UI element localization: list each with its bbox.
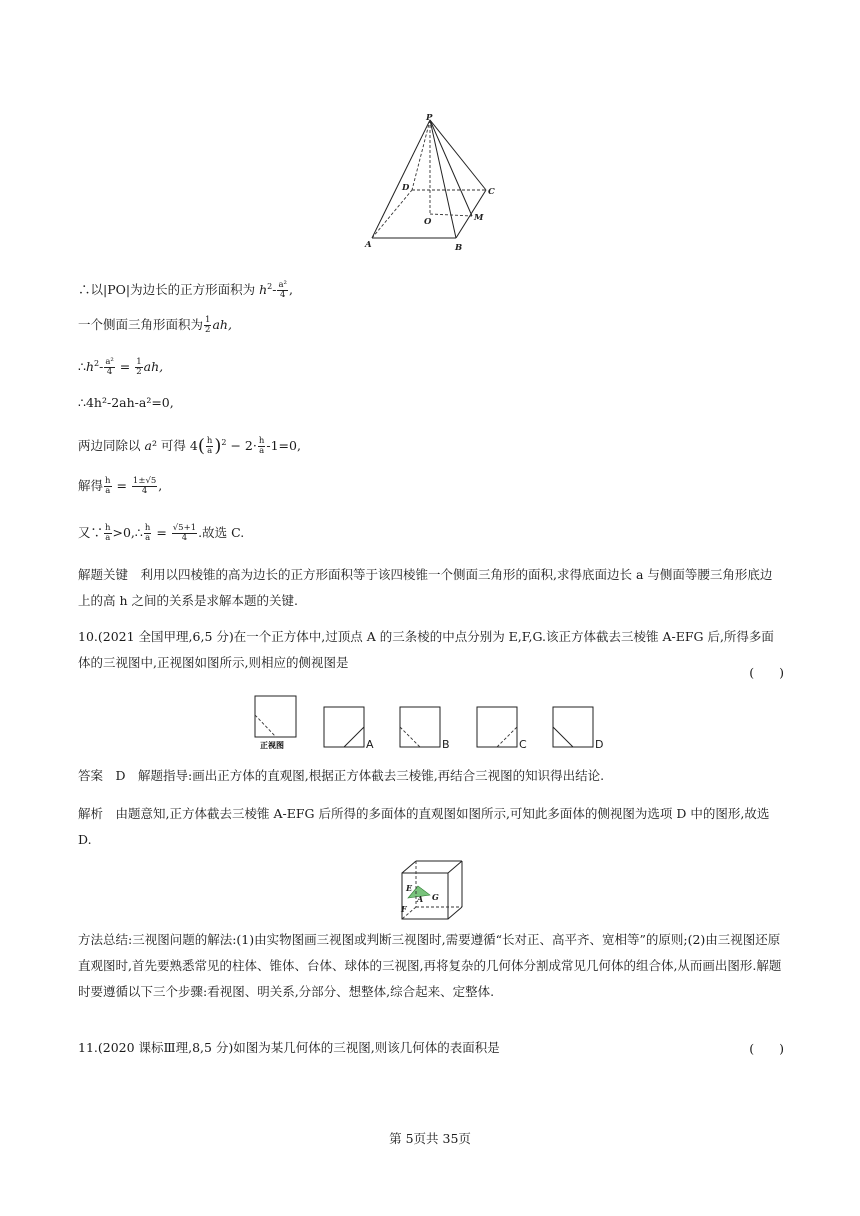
question-10-answer-paren: ( ) [749,665,784,680]
option-b-figure[interactable] [398,706,442,750]
edge-pa [372,120,430,238]
label-o: O [424,217,432,227]
solution-line-5: 两边同除以 a² 可得 4( $\frac{h}{a}$ )$^2$ − 2· $\frac{h}{a}$ -1=0, [78,435,301,457]
method-summary: 方法总结:三视图问题的解法:(1)由实物图画三视图或判断三视图时,需要遵循“长对正、高平齐、宽相等”的原则;(2)由三视图还原直观图时,首先要熟悉常见的柱体、锥体、台体、球体的三视图,再将复杂的几何体分割成常见几何体的组合体,从而画出图形.解题时要遵循以下三个步骤:看视图、明关系,分部分、想整体,综合起来、定整体. [78,932,782,999]
label-c: C [488,187,495,197]
page-footer: 第 5页共 35页 [389,1131,471,1146]
solution-line-6: 解得 $\frac{h}{a}$ = $\frac{1\pm√5}{4}$ , [78,476,163,496]
option-c-figure[interactable] [475,706,519,750]
cube-label-g: G [432,892,439,902]
front-view-label: 正视图 [260,740,284,750]
solution-line-4: ∴4h²-2ah-a²=0, [78,395,174,410]
option-b-label: B [442,738,450,751]
cube-label-f: F [401,904,407,914]
pyramid-figure [360,112,500,257]
edge-pd [412,120,430,190]
edge-pm [430,120,472,216]
label-p: P [426,113,433,123]
option-a-label: A [366,738,374,751]
question-10-analysis: 解析 由题意知,正方体截去三棱锥 A-EFG 后所得的多面体的直观图如图所示,可知此多面体的侧视图为选项 D 中的图形,故选 D. [78,806,770,847]
edge-pc [430,120,486,190]
option-d-figure[interactable] [551,706,595,750]
cube-label-a: A [417,894,424,904]
edge-pb [430,120,456,238]
option-d-label: D [595,738,604,751]
front-view-figure [252,695,300,751]
question-10-answer: 答案 D 解题指导:画出正方体的直观图,根据正方体截去三棱锥,再结合三视图的知识得出结论. [78,768,605,783]
cube-figure [394,858,466,924]
solution-line-1: ∴以|PO|为边长的正方形面积为 $h^2-$ $\frac{\text{a²}}{4}$ , [78,280,293,301]
label-b: B [455,243,463,253]
label-a: A [365,240,372,250]
solution-line-3: $\therefore h^2-$ $\frac{\text{a²}}{4}$ = $\frac{1}{2}$ ah, [78,357,164,378]
question-11-answer-paren: ( ) [749,1041,784,1056]
option-c-label: C [519,738,527,751]
question-11-text: 11.(2020 课标Ⅲ理,8,5 分)如图为某几何体的三视图,则该几何体的表面积是 [78,1040,500,1055]
cube-label-e: E [406,883,413,893]
option-a-figure[interactable] [322,706,366,750]
solution-line-2: 一个侧面三角形面积为 $\frac{1}{2}$ ah, [78,315,232,335]
key-point-paragraph: 解题关键 利用以四棱锥的高为边长的正方形面积等于该四棱锥一个侧面三角形的面积,求得底面边长 a 与侧面等腰三角形底边上的高 h 之间的关系是求解本题的关键. [78,567,773,608]
label-m: M [474,213,484,223]
label-d: D [402,183,410,193]
solution-line-7: 又∵ $\frac{h}{a}$ >0,∴ $\frac{h}{a}$ = $\frac{√5+1}{4}$ .故选 C. [78,523,245,543]
question-10-text: 10.(2021 全国甲理,6,5 分)在一个正方体中,过顶点 A 的三条棱的中点分别为 E,F,G.该正方体截去三棱锥 A-EFG 后,所得多面体的三视图中,正视图如图所示,则相应的侧视图是 [78,629,774,670]
